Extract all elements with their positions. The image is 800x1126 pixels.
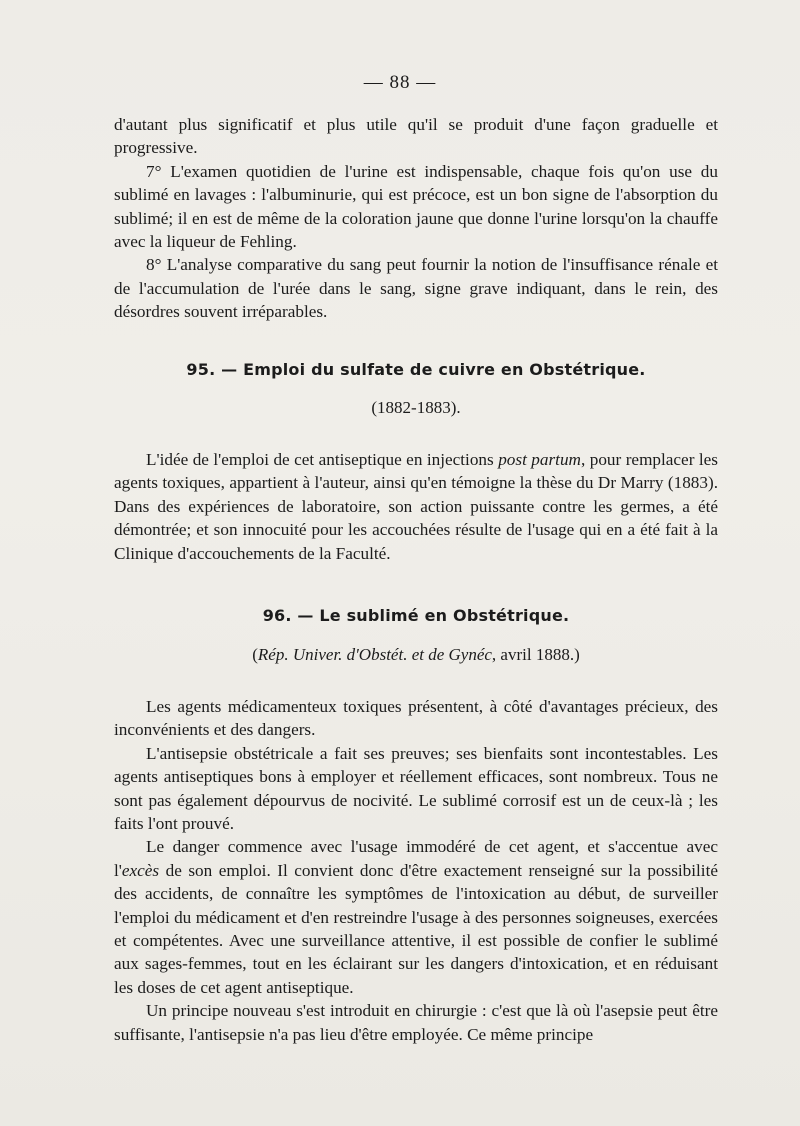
section-96-p3-start: Le danger commence avec l'usage immodéré de cet agent, et s'accentue avec l' [114,837,718,880]
section-95-text-block [114,448,718,565]
section-96-text-block [114,695,718,1046]
section-95-paragraph [114,448,718,565]
section-96-p3-end: de son emploi. Il convient donc d'être exactement renseigné sur la possibilité des accidents, de connaître les symptômes de l'intoxication au début, de surveiller l'emploi du médicament et d'en restreindre l'usage à des personnes soigneuses, exercées et compétentes. Avec une surveillance attentive, il est possible de confier le sublimé aux sages-femmes, tout en les éclairant sur les dangers d'intoxication, et en réduisant les doses de cet agent antiseptique. [114,860,718,997]
section-95-text-end: , pour remplacer les agents toxiques, appartient à l'auteur, ainsi qu'en témoigne la thèse du Dr Marry (1883). Dans des expériences de laboratoire, son action puissante contre les germes, a été démontrée; et son innocuité pour les accouchées résulte de l'usage qui en a été fait à la Clinique d'accouchements de la Faculté. [114,450,718,563]
section-95-italic-term: post partum [498,450,581,469]
section-96-heading: 96. — Le sublimé en Obstétrique. [262,606,570,625]
paragraph-point-7: 7° L'examen quotidien de l'urine est indispensable, chaque fois qu'on use du sublimé en lavages : l'albuminurie, qui est précoce, est un bon signe de l'absorption du sublimé; il en est de même de la coloration jaune que donne l'urine lorsqu'on la chauffe avec la liqueur de Fehling. [114,161,718,252]
source-journal-title: Rép. Univer. d'Obstét. et de Gynéc [257,645,492,664]
source-open-paren: ( [252,645,258,664]
section-95-heading: 95. — Emploi du sulfate de cuivre en Obstétrique. [186,360,646,379]
page-number: — 88 — [363,72,437,93]
paragraph-point-8: 8° L'analyse comparative du sang peut fournir la notion de l'insuffisance rénale et de l'accumulation de l'urée dans le sang, signe grave indiquant, dans le rein, des désordres souvent irréparables. [114,255,718,322]
intro-text-block [114,113,718,324]
paragraph-continuation: d'autant plus significatif et plus utile qu'il se produit d'une façon graduelle et progressive. [114,115,718,158]
section-96-source [114,645,718,665]
source-date: , avril 1888.) [491,645,580,664]
section-96-paragraph-3 [114,835,718,999]
section-96-paragraph-1: Les agents médicamenteux toxiques présentent, à côté d'avantages précieux, des inconvénients et des dangers. [114,697,718,740]
section-96-italic-term: excès [121,860,160,880]
section-95-text-start: L'idée de l'emploi de cet antiseptique en injections [146,450,499,469]
section-96-paragraph-4: Un principe nouveau s'est introduit en chirurgie : c'est que là où l'asepsie peut être suffisante, l'antisepsie n'a pas lieu d'être employée. Ce même principe [114,1001,718,1044]
section-95-dates: (1882-1883). [371,398,461,417]
section-96-paragraph-2: L'antisepsie obstétricale a fait ses preuves; ses bienfaits sont incontestables. Les agents antiseptiques bons à employer et réellement efficaces, sont nombreux. Tous ne sont pas également dépourvus de nocivité. Le sublimé corrosif est un de ceux-là ; les faits l'ont prouvé. [114,743,718,834]
